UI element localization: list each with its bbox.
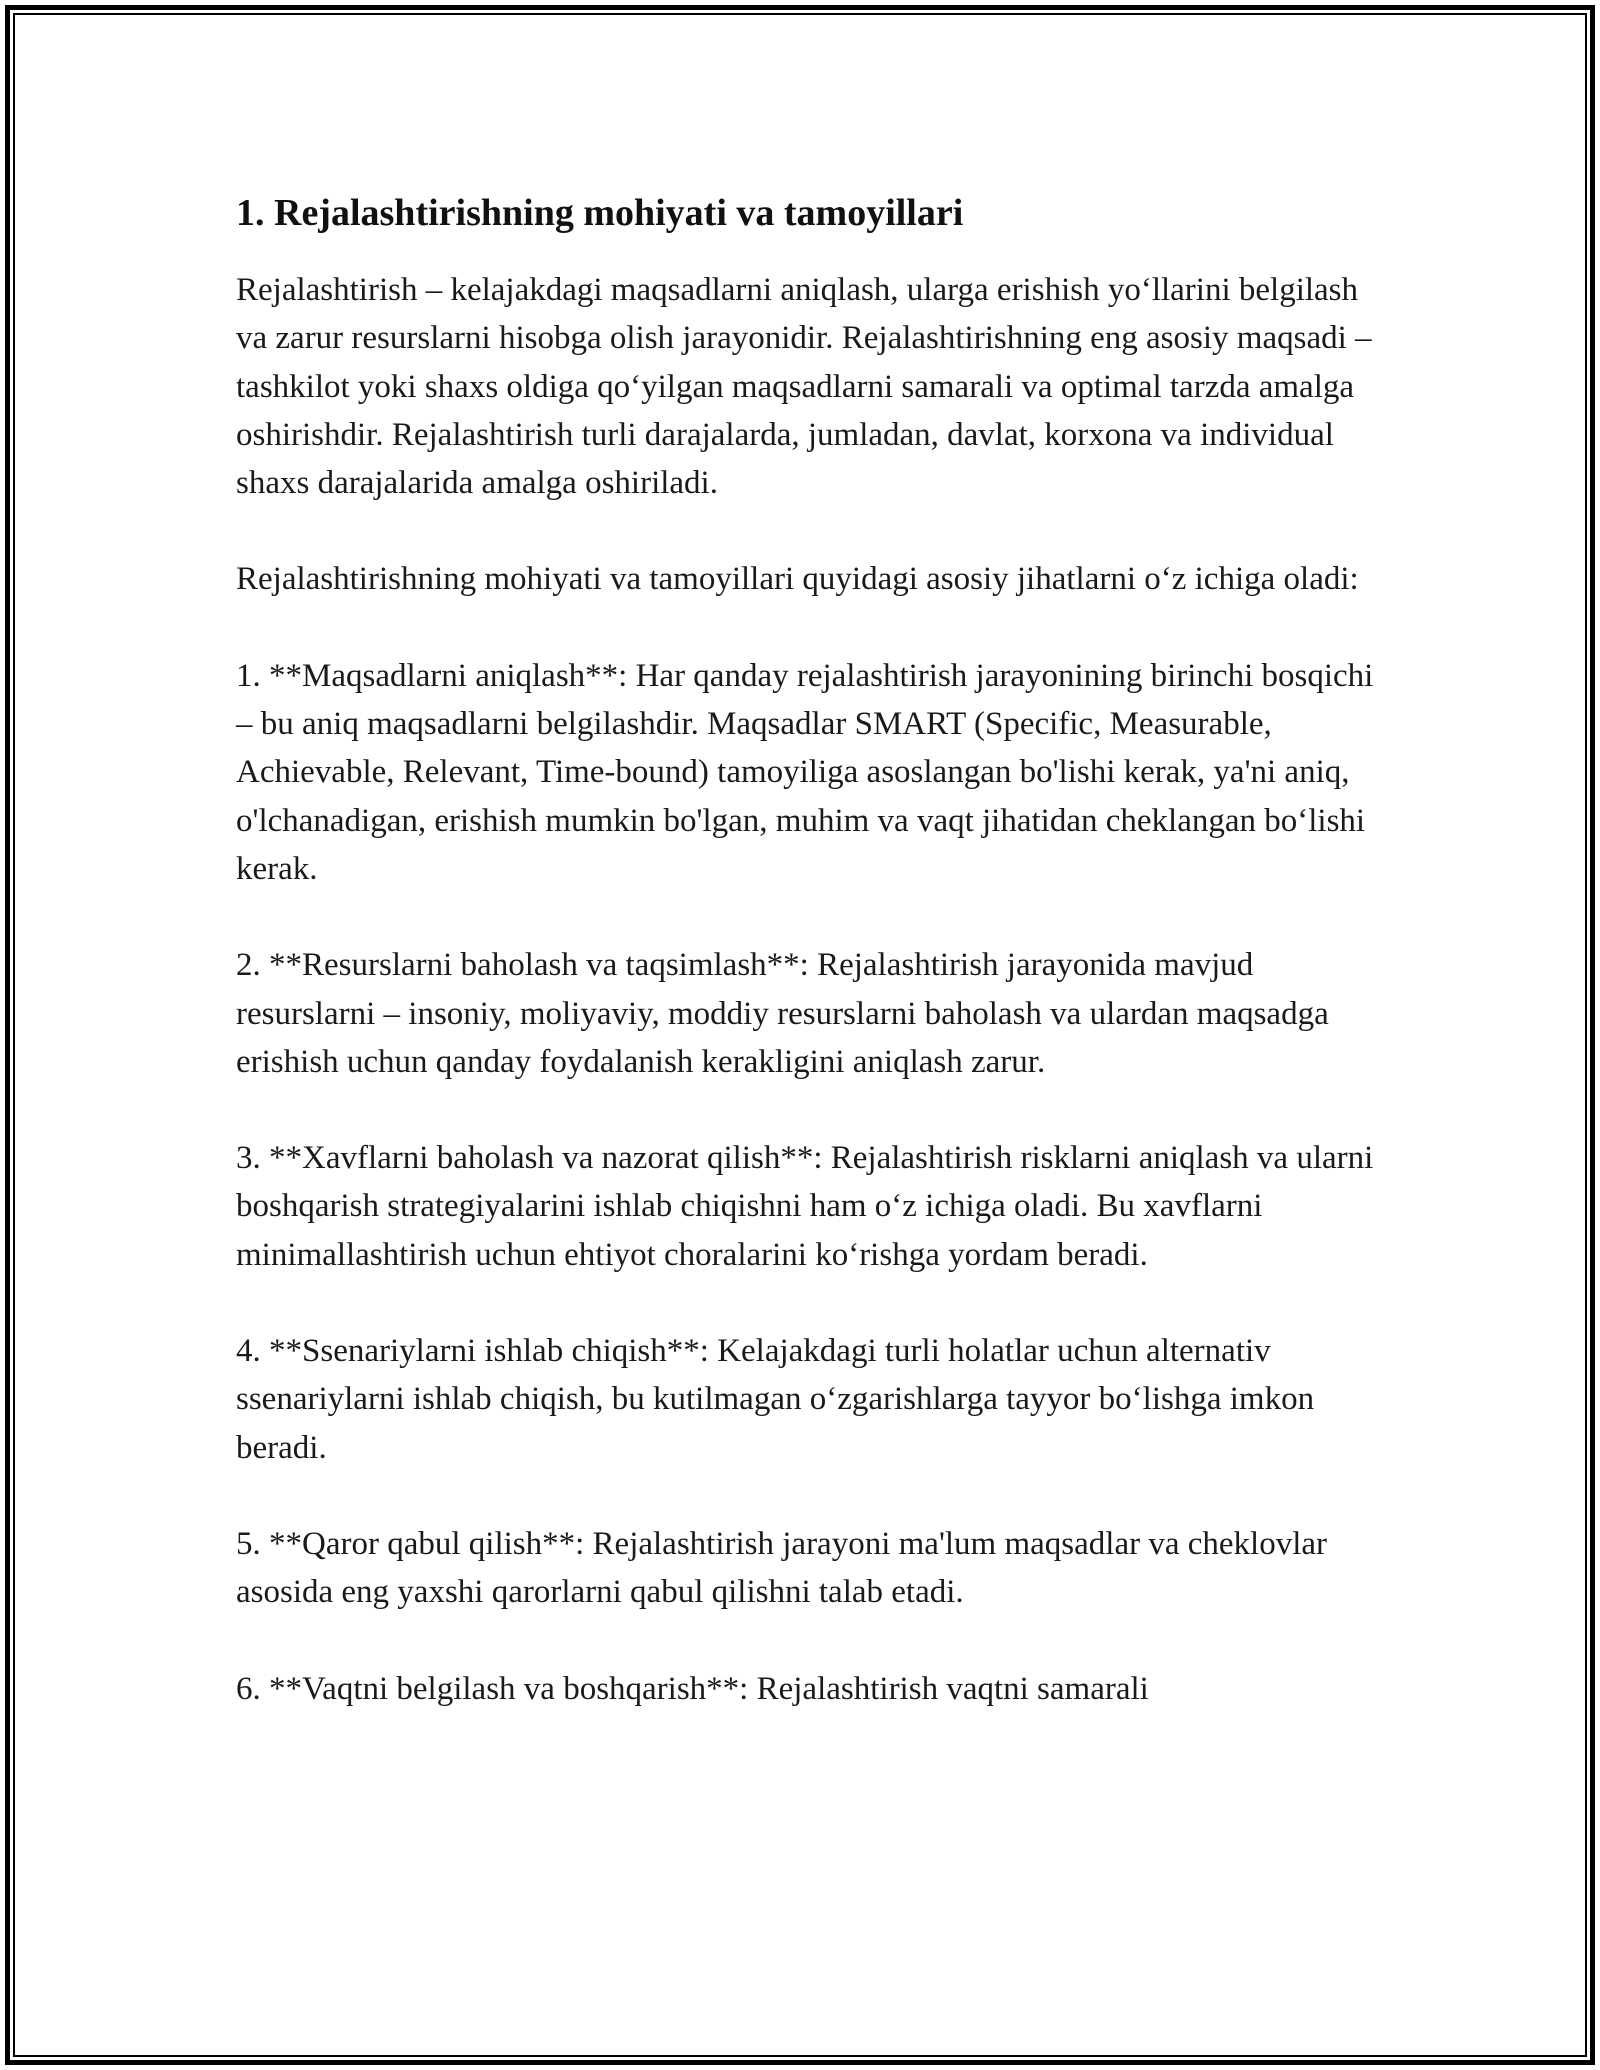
paragraph-intro: Rejalashtirish – kelajakdagi maqsadlarni aniqlash, ularga erishish yo‘llarini belgilash va zarur resurslarni hisobga olish jarayonidir. Rejalashtirishning eng asosiy maqsadi – tashkilot yoki shaxs oldiga qo‘yilgan maqsadlarni samarali va optimal tarzda amalga oshirishdir. Rejalashtirish turli darajalarda, jumladan, davlat, korxona va individual shaxs darajalarida amalga oshiriladi.	[236, 272, 1372, 502]
list-item-risks: 3. **Xavflarni baholash va nazorat qilish**: Rejalashtirish risklarni aniqlash va ularni boshqarish strategiyalarini ishlab chiqishni ham o‘z ichiga oladi. Bu xavflarni minimallashtirish uchun ehtiyot choralarini ko‘rishga yordam beradi.	[236, 1140, 1374, 1273]
document-body	[236, 186, 1376, 1713]
paragraph-lead-in: Rejalashtirishning mohiyati va tamoyillari quyidagi asosiy jihatlarni o‘z ichiga oladi:	[236, 561, 1359, 598]
list-item-decisions: 5. **Qaror qabul qilish**: Rejalashtirish jarayoni ma'lum maqsadlar va cheklovlar asosida eng yaxshi qarorlarni qabul qilishni talab etadi.	[236, 1525, 1327, 1611]
list-item-goals: 1. **Maqsadlarni aniqlash**: Har qanday rejalashtirish jarayonining birinchi bosqichi – bu aniq maqsadlarni belgilashdir. Maqsadlar SMART (Specific, Measurable, Achievable, Relevant, Time-bound) tamoyiliga asoslangan bo'lishi kerak, ya'ni aniq, o'lchanadigan, erishish mumkin bo'lgan, muhim va vaqt jihatidan cheklangan bo‘lishi kerak.	[236, 657, 1374, 887]
list-item-time: 6. **Vaqtni belgilash va boshqarish**: Rejalashtirish vaqtni samarali	[236, 1670, 1149, 1707]
list-item-scenarios: 4. **Ssenariylarni ishlab chiqish**: Kelajakdagi turli holatlar uchun alternativ ssenariylarni ishlab chiqish, bu kutilmagan o‘zgarishlarga tayyor bo‘lishga imkon beradi.	[236, 1333, 1315, 1466]
list-item-resources: 2. **Resurslarni baholash va taqsimlash**: Rejalashtirish jarayonida mavjud resurslarni – insoniy, moliyaviy, moddiy resurslarni baholash va ulardan maqsadga erishish uchun qanday foydalanish kerakligini aniqlash zarur.	[236, 947, 1329, 1080]
page-title: 1. Rejalashtirishning mohiyati va tamoyillari	[236, 192, 964, 234]
